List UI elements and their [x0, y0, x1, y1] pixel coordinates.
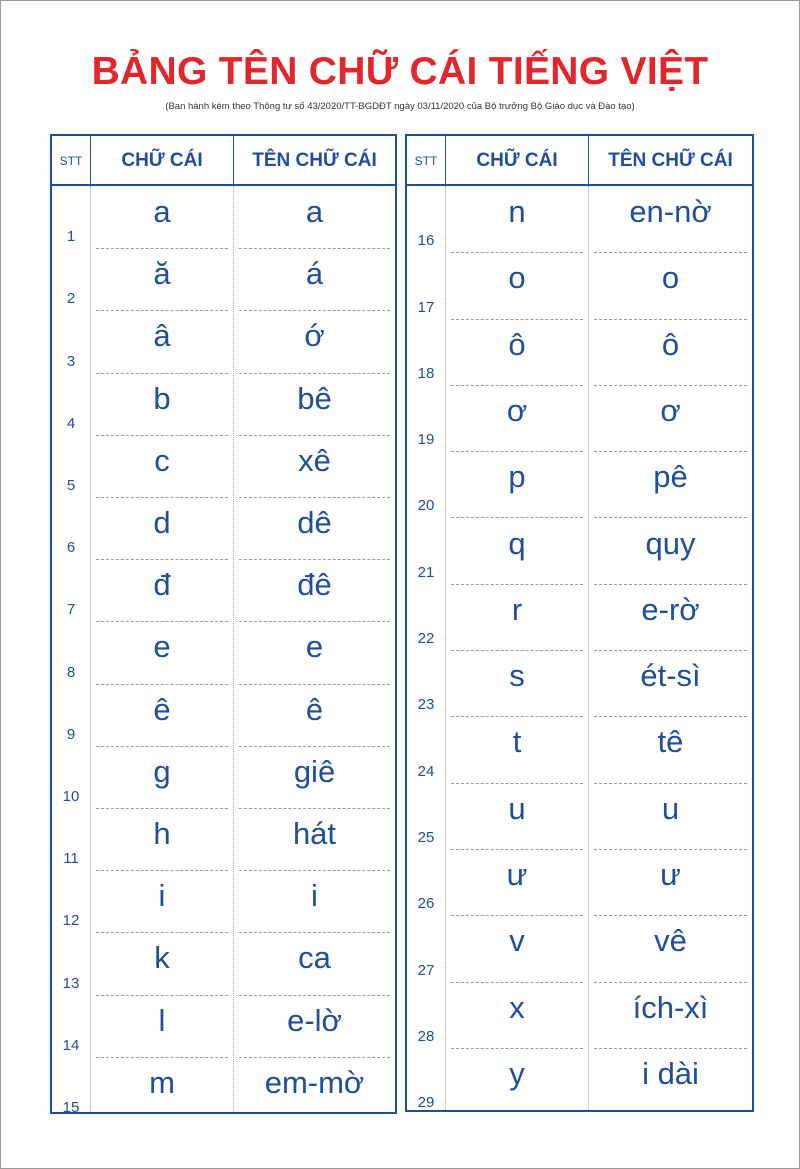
table-row: [407, 524, 752, 590]
letter-cell: b: [153, 380, 171, 416]
letter-name-cell: em-mờ: [264, 1064, 365, 1100]
row-separator: [451, 915, 583, 916]
row-number: 25: [417, 828, 435, 846]
header-name: TÊN CHỮ CÁI: [608, 150, 733, 171]
table-row: [52, 316, 395, 378]
row-separator: [451, 650, 583, 651]
row-separator: [239, 248, 390, 249]
row-separator: [96, 1057, 228, 1058]
letter-name-cell: vê: [654, 923, 687, 959]
row-separator: [239, 995, 390, 996]
letter-name-cell: bê: [297, 380, 332, 416]
row-separator: [239, 1057, 390, 1058]
table-row: [52, 192, 395, 254]
letter-name-cell: đê: [297, 567, 332, 603]
row-number: 13: [62, 974, 80, 992]
letter-name-cell: ớ: [304, 318, 325, 354]
table-row: [52, 379, 395, 441]
row-separator: [594, 319, 747, 320]
letter-name-cell: o: [661, 260, 680, 296]
row-separator: [239, 870, 390, 871]
row-separator: [451, 849, 583, 850]
letter-cell: m: [149, 1064, 175, 1100]
table-row: [407, 656, 752, 722]
letter-cell: s: [509, 658, 525, 694]
header-letter: CHỮ CÁI: [476, 150, 558, 171]
row-separator: [239, 310, 390, 311]
letter-cell: k: [154, 940, 170, 976]
table-row: [52, 1001, 395, 1063]
row-number: 3: [66, 352, 76, 370]
row-separator: [594, 650, 747, 651]
table-row: [407, 921, 752, 987]
letter-cell: v: [509, 923, 525, 959]
letter-name-cell: quy: [645, 525, 696, 561]
table-header: [52, 136, 395, 186]
letter-cell: đ: [153, 567, 171, 603]
letter-name-cell: ư: [660, 857, 681, 892]
letter-name-cell: en-nờ: [629, 194, 712, 229]
letter-name-cell: giê: [293, 753, 336, 789]
row-number: 23: [417, 696, 435, 714]
table-row: [407, 325, 752, 391]
letter-cell: t: [512, 724, 522, 760]
letter-name-cell: ơ: [660, 392, 681, 428]
letter-name-cell: ét-sì: [640, 658, 701, 694]
row-separator: [451, 716, 583, 717]
row-number: 9: [66, 725, 76, 743]
row-separator: [451, 1048, 583, 1049]
table-row: [52, 938, 395, 1000]
row-number: 22: [417, 630, 435, 648]
row-separator: [96, 995, 228, 996]
table-row: [52, 690, 395, 752]
letter-cell: e: [153, 629, 171, 665]
table-row: [52, 752, 395, 814]
row-number: 8: [66, 663, 76, 681]
row-separator: [451, 319, 583, 320]
row-separator: [594, 982, 747, 983]
letter-cell: r: [511, 591, 523, 627]
page-title: BẢNG TÊN CHỮ CÁI TIẾNG VIỆT: [91, 50, 709, 93]
letter-cell: q: [508, 525, 526, 561]
table-row: [52, 876, 395, 938]
row-number: 11: [63, 850, 79, 868]
letter-name-cell: ê: [305, 691, 324, 727]
table-row: [52, 441, 395, 503]
letter-cell: o: [508, 260, 526, 296]
row-separator: [239, 559, 390, 560]
table-row: [407, 789, 752, 855]
letter-cell: l: [158, 1002, 166, 1038]
row-number: 24: [417, 762, 435, 780]
letter-cell: ê: [153, 691, 171, 727]
letter-name-cell: a: [305, 194, 324, 229]
row-separator: [451, 451, 583, 452]
row-number: 18: [417, 364, 435, 382]
table-row: [52, 254, 395, 316]
letter-name-cell: i dài: [642, 1055, 699, 1091]
row-number: 29: [417, 1094, 435, 1112]
row-separator: [594, 783, 747, 784]
letter-cell: ư: [506, 857, 528, 892]
row-number: 17: [417, 298, 435, 316]
row-separator: [239, 746, 390, 747]
alphabet-table-right: [405, 134, 754, 1112]
row-separator: [96, 248, 228, 249]
letter-cell: c: [154, 442, 170, 478]
row-separator: [96, 746, 228, 747]
row-separator: [594, 252, 747, 253]
letter-name-cell: dê: [297, 505, 332, 540]
table-row: [407, 590, 752, 656]
row-separator: [594, 716, 747, 717]
table-row: [52, 565, 395, 627]
row-separator: [96, 684, 228, 685]
row-number: 19: [417, 431, 435, 449]
row-separator: [594, 849, 747, 850]
alphabet-table-left: [50, 134, 397, 1114]
row-separator: [239, 932, 390, 933]
row-separator: [96, 310, 228, 311]
header-stt: STT: [414, 154, 438, 168]
row-number: 27: [417, 961, 435, 979]
header-letter: CHỮ CÁI: [121, 150, 203, 171]
letter-cell: u: [508, 790, 526, 826]
row-separator: [239, 621, 390, 622]
row-separator: [594, 915, 747, 916]
header-name: TÊN CHỮ CÁI: [252, 150, 377, 171]
letter-cell: i: [158, 878, 166, 914]
table-row: [52, 627, 395, 689]
letter-cell: â: [153, 318, 171, 354]
row-number: 4: [66, 414, 76, 432]
letter-cell: ô: [508, 326, 526, 362]
letter-name-cell: ca: [298, 940, 331, 976]
letter-name-cell: á: [305, 256, 324, 292]
row-number: 14: [62, 1036, 80, 1054]
letter-cell: d: [153, 505, 171, 540]
letter-cell: n: [508, 194, 526, 229]
letter-cell: ă: [153, 256, 171, 292]
table-row: [52, 503, 395, 565]
row-separator: [239, 373, 390, 374]
table-row: [407, 855, 752, 921]
table-row: [407, 258, 752, 324]
page-subtitle: (Ban hành kèm theo Thông tư số 43/2020/TT-BGDĐT ngày 03/11/2020 của Bộ trưởng Bộ Giáo dục và Đào tạo): [165, 101, 635, 112]
row-number: 28: [417, 1027, 435, 1045]
row-separator: [239, 497, 390, 498]
letter-name-cell: i: [311, 878, 318, 914]
letter-cell: y: [509, 1055, 525, 1091]
row-separator: [96, 870, 228, 871]
table-row: [407, 988, 752, 1054]
row-number: 12: [62, 912, 80, 930]
row-separator: [451, 584, 583, 585]
table-row: [407, 457, 752, 523]
row-separator: [594, 1048, 747, 1049]
letter-cell: a: [153, 194, 171, 229]
letter-name-cell: ích-xì: [632, 989, 709, 1025]
row-number: 20: [417, 497, 435, 515]
row-separator: [96, 621, 228, 622]
row-separator: [96, 497, 228, 498]
letter-name-cell: u: [661, 790, 680, 826]
row-separator: [594, 451, 747, 452]
row-separator: [239, 684, 390, 685]
table-row: [407, 192, 752, 258]
row-separator: [96, 932, 228, 933]
letter-name-cell: hát: [292, 816, 337, 851]
row-number: 6: [66, 539, 76, 557]
letter-cell: ơ: [506, 392, 528, 428]
row-number: 1: [66, 228, 76, 246]
row-separator: [594, 385, 747, 386]
row-separator: [96, 435, 228, 436]
row-number: 15: [62, 1098, 80, 1116]
letter-cell: h: [153, 816, 171, 851]
row-number: 26: [417, 895, 435, 913]
row-separator: [451, 517, 583, 518]
row-separator: [96, 808, 228, 809]
letter-cell: x: [509, 989, 525, 1025]
letter-name-cell: ô: [661, 326, 680, 362]
letter-name-cell: e: [305, 629, 324, 665]
letter-name-cell: e-lờ: [287, 1002, 342, 1038]
letter-name-cell: xê: [298, 442, 331, 478]
row-separator: [239, 808, 390, 809]
table-row: [407, 391, 752, 457]
row-number: 10: [62, 787, 80, 805]
letter-cell: g: [153, 753, 171, 789]
row-separator: [594, 584, 747, 585]
table-row: [407, 1054, 752, 1120]
row-separator: [451, 385, 583, 386]
table-row: [407, 722, 752, 788]
letter-name-cell: e-rờ: [641, 591, 700, 627]
row-separator: [96, 373, 228, 374]
letter-name-cell: tê: [657, 724, 684, 760]
letter-name-cell: pê: [653, 459, 688, 495]
letter-cell: p: [508, 459, 526, 495]
row-separator: [451, 783, 583, 784]
row-separator: [451, 252, 583, 253]
row-number: 7: [66, 601, 76, 619]
row-number: 2: [66, 290, 76, 308]
row-separator: [594, 517, 747, 518]
row-number: 16: [417, 232, 435, 250]
row-number: 5: [66, 476, 76, 494]
row-separator: [451, 982, 583, 983]
header-stt: STT: [59, 154, 83, 168]
row-separator: [96, 559, 228, 560]
table-header: [407, 136, 752, 186]
table-row: [52, 1063, 395, 1125]
row-number: 21: [417, 563, 435, 581]
table-row: [52, 814, 395, 876]
row-separator: [239, 435, 390, 436]
